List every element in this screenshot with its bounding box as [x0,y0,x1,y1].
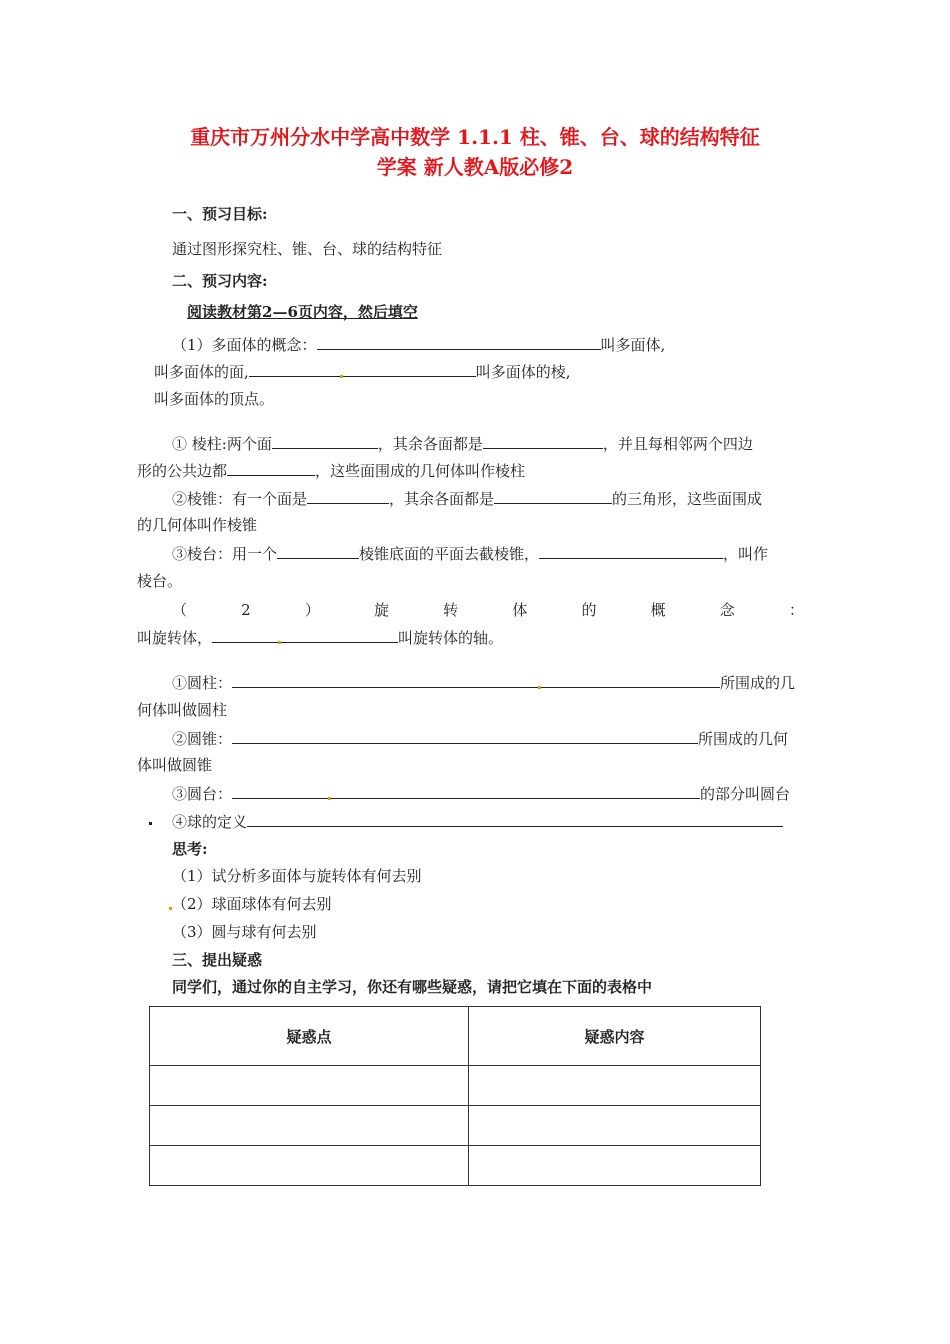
frustum-cone-line [172,782,790,805]
reading-instruction [187,301,418,322]
think-question-2: （2）球面球体有何去别 [172,895,332,913]
polyhedron-line-2 [154,360,571,383]
prism-text-e: ，这些面围成的几何体叫作棱柱 [315,462,526,480]
rotation-char: ） [304,601,320,619]
table-cell[interactable] [469,1106,761,1146]
rotation-char: 2 [241,601,251,619]
cone-label: ②圆锥： [172,730,233,748]
prism-label: ① 棱柱:两个面 [172,435,272,453]
rotation-heading-line [172,599,804,621]
table-cell[interactable] [469,1066,761,1106]
blank-field[interactable] [272,432,378,449]
rotation-char: 概 [650,601,666,619]
polyhedron-edge-text: 叫多面体的棱, [475,363,571,381]
blank-field[interactable] [227,459,315,476]
polyhedron-suffix: 叫多面体, [600,336,666,354]
cylinder-line-1 [172,671,795,694]
table-row [150,1106,761,1146]
blank-field[interactable] [232,671,720,688]
blank-field[interactable] [232,782,700,799]
cone-line-1 [172,727,788,750]
polyhedron-label: （1）多面体的概念： [172,336,317,354]
table-row [150,1066,761,1106]
blank-field[interactable] [539,542,723,559]
section3-heading: 三、提出疑惑 [172,951,263,969]
table-row [150,1146,761,1186]
blank-field[interactable] [483,432,603,449]
rotation-line-2 [137,626,503,649]
table-cell[interactable] [150,1146,469,1186]
rotation-char: （ [172,601,188,619]
think-question-3: （3）圆与球有何去别 [172,923,317,941]
marker-dot [340,375,343,378]
polyhedron-face-text: 叫多面体的面, [154,363,249,381]
section1-heading: 一、预习目标: [172,205,268,223]
think-question-1: （1）试分析多面体与旋转体有何去别 [172,867,422,885]
table-header-question-point: 疑惑点 [150,1007,469,1066]
frustum-line-1 [172,542,768,565]
cylinder-label: ①圆柱： [172,674,233,692]
blank-field[interactable] [307,487,389,504]
rotation-text-a: 叫旋转体， [137,629,213,647]
blank-field[interactable] [277,542,359,559]
rotation-char: 体 [512,601,528,619]
rotation-char: 的 [581,601,597,619]
section2-heading: 二、预习内容: [172,272,268,290]
frustum-cone-label: ③圆台： [172,785,233,803]
cone-line-2: 体叫做圆锥 [137,756,213,774]
prism-line-1 [172,432,753,455]
rotation-text-b: 叫旋转体的轴。 [398,629,504,647]
section3-prompt: 同学们，通过你的自主学习，你还有哪些疑惑，请把它填在下面的表格中 [172,978,653,996]
frustum-line-2: 棱台。 [137,572,183,590]
blank-field[interactable] [232,727,698,744]
rotation-char: 旋 [374,601,390,619]
table-cell[interactable] [150,1106,469,1146]
questions-table [149,1006,761,1186]
blank-field[interactable] [212,626,398,643]
table-cell[interactable] [469,1146,761,1186]
blank-field[interactable] [317,333,601,350]
marker-dot [538,686,541,689]
pyramid-line-1 [172,487,762,510]
frustum-label: ③棱台：用一个 [172,545,278,563]
prism-text-d: 形的公共边都 [137,462,228,480]
polyhedron-line-1 [172,333,665,356]
prism-text-c: ，并且每相邻两个四边 [602,435,753,453]
sphere-label: ④球的定义 [172,813,248,831]
table-cell[interactable] [150,1066,469,1106]
pyramid-text-b: ，其余各面都是 [389,490,495,508]
document-title-line-2: 学案 新人教A版必修2 [376,155,574,179]
bullet-dot [149,822,152,825]
prism-text-b: ，其余各面都是 [377,435,483,453]
rotation-char: ： [788,601,804,619]
frustum-cone-text-b: 的部分叫圆台 [700,785,791,803]
blank-field[interactable] [247,810,783,827]
rotation-char: 转 [443,601,459,619]
table-header-row [150,1007,761,1066]
blank-field[interactable] [249,360,476,377]
reading-instruction-text: 阅读教材第2—6页内容，然后填空 [187,303,418,321]
table-header-question-content: 疑惑内容 [469,1007,761,1066]
pyramid-line-2: 的几何体叫作棱锥 [137,516,258,534]
frustum-text-b: 棱锥底面的平面去截棱锥， [359,545,540,563]
pyramid-text-c: 的三角形，这些面围成 [612,490,763,508]
marker-dot [328,797,331,800]
pyramid-label: ②棱锥：有一个面是 [172,490,308,508]
document-title-line-1: 重庆市万州分水中学高中数学 1.1.1 柱、锥、台、球的结构特征 [190,125,760,149]
sphere-line [172,810,783,833]
polyhedron-line-3: 叫多面体的顶点。 [154,390,275,408]
marker-dot [278,641,281,644]
think-heading: 思考: [172,840,208,858]
cylinder-text-b: 所围成的几 [720,674,796,692]
frustum-text-c: ，叫作 [723,545,769,563]
prism-line-2 [137,459,525,482]
cone-text-b: 所围成的几何 [698,730,789,748]
cylinder-line-2: 何体叫做圆柱 [137,701,228,719]
section1-text: 通过图形探究柱、锥、台、球的结构特征 [172,240,443,258]
rotation-char: 念 [719,601,735,619]
blank-field[interactable] [494,487,612,504]
